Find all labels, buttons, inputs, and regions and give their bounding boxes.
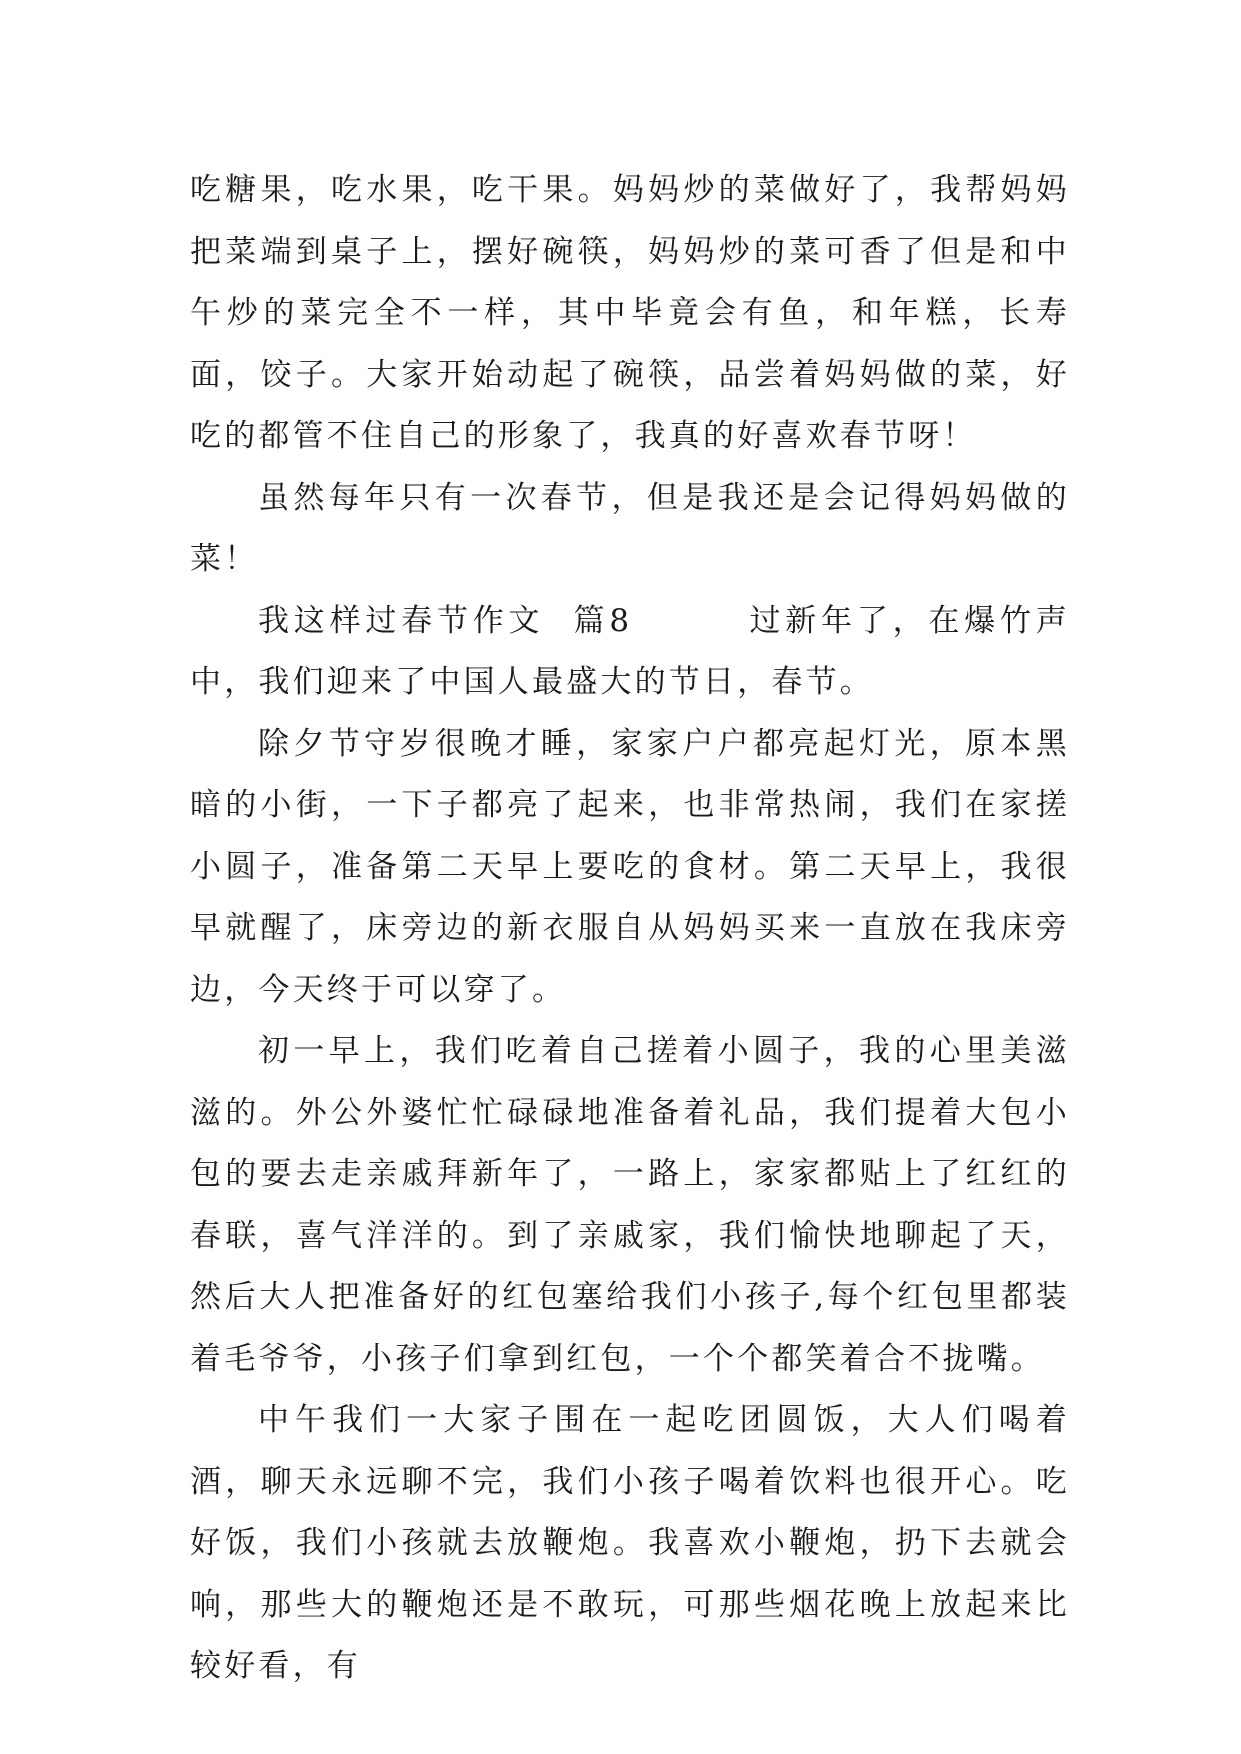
body-text xyxy=(190,160,1070,1698)
paragraph-2: 虽然每年只有一次春节，但是我还是会记得妈妈做的菜！ xyxy=(190,479,1070,577)
paragraph-3: 我这样过春节作文 篇8 过新年了，在爆竹声中，我们迎来了中国人最盛大的节日，春节。 xyxy=(190,602,1070,700)
paragraph-5: 初一早上，我们吃着自己搓着小圆子，我的心里美滋滋的。外公外婆忙忙碌碌地准备着礼品，我们提着大包小包的要去走亲戚拜新年了，一路上，家家都贴上了红红的春联，喜气洋洋的。到了亲戚家，我们愉快地聊起了天，然后大人把准备好的红包塞给我们小孩子,每个红包里都装着毛爷爷，小孩子们拿到红包，一个个都笑着合不拢嘴。 xyxy=(190,1033,1070,1377)
paragraph-6: 中午我们一大家子围在一起吃团圆饭，大人们喝着酒，聊天永远聊不完，我们小孩子喝着饮料也很开心。吃好饭，我们小孩就去放鞭炮。我喜欢小鞭炮，扔下去就会响，那些大的鞭炮还是不敢玩，可那些烟花晚上放起来比较好看，有 xyxy=(190,1402,1070,1684)
paragraph-4: 除夕节守岁很晚才睡，家家户户都亮起灯光，原本黑暗的小街，一下子都亮了起来，也非常热闹，我们在家搓小圆子，准备第二天早上要吃的食材。第二天早上，我很早就醒了，床旁边的新衣服自从妈妈买来一直放在我床旁边，今天终于可以穿了。 xyxy=(190,725,1070,1008)
paragraph-1: 吃糖果，吃水果，吃干果。妈妈炒的菜做好了，我帮妈妈把菜端到桌子上，摆好碗筷，妈妈炒的菜可香了但是和中午炒的菜完全不一样，其中毕竟会有鱼，和年糕，长寿面，饺子。大家开始动起了碗筷，品尝着妈妈做的菜，好吃的都管不住自己的形象了，我真的好喜欢春节呀！ xyxy=(190,172,1070,454)
